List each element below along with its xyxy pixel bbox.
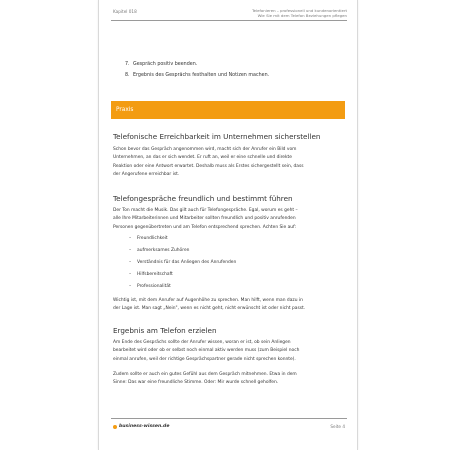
bullet-item: – Freundlichkeit <box>129 236 168 241</box>
text-line: Der Ton macht die Musik. Das gilt auch für Telefongespräche. Egal, worum es geht – <box>113 208 298 213</box>
header-divider <box>111 20 347 21</box>
text-line: Zudem sollte er auch ein gutes Gefühl aus dem Gespräch mitnehmen. Etwa in dem <box>113 372 297 377</box>
text-line: Wichtig ist, mit dem Anrufer auf Augenhöhe zu sprechen. Man hilft, wenn man dazu in <box>113 298 303 303</box>
text-line: Am Ende des Gesprächs sollte der Anrufer wissen, woran er ist, ob sein Anliegen <box>113 340 291 345</box>
logo-text: business-wissen.de <box>119 424 170 429</box>
list-item <box>125 73 269 78</box>
text-line: Unternehmen, an das er sich wendet. Er ruft an, weil er eine schnelle und direkte <box>113 155 292 161</box>
text-line: einmal anrufen, weil der richtige Gesprächspartner gerade nicht sprechen konnte). <box>113 356 296 362</box>
section-heading: Telefonische Erreichbarkeit im Unternehmen sicherstellen <box>113 132 321 141</box>
praxis-label: Praxis <box>116 107 134 113</box>
step-text: Ergebnis des Gesprächs festhalten und Notizen machen. <box>133 73 270 78</box>
bullet-text: Freundlichkeit <box>137 236 168 241</box>
bullet-text: aufmerksames Zuhören <box>137 248 190 253</box>
text-line: Reaktion oder eine Antwort erwartet. Deshalb muss als Erstes sichergestellt sein, dass <box>113 163 304 169</box>
text-line: Sinne: Das war eine freundliche Stimme. Oder: Mir wurde schnell geholfen. <box>113 380 279 386</box>
paragraph <box>113 371 345 388</box>
section-heading: Telefongespräche freundlich und bestimmt führen <box>113 194 293 203</box>
chapter-label: Kapitel 018 <box>113 9 137 14</box>
step-number: 7. <box>125 62 130 67</box>
running-title-line1: Telefonieren – professionell und kundenorientiert <box>251 8 347 13</box>
step-text: Gespräch positiv beenden. <box>133 62 198 67</box>
text-line: der Lage ist. Man sagt „Nein", wenn es nicht geht, nicht erwünscht ist oder nicht passt. <box>113 306 306 312</box>
bullet-text: Professionalität <box>137 284 171 289</box>
paragraph <box>113 339 345 364</box>
bullet-text: Hilfsbereitschaft <box>137 272 173 277</box>
bullet-item: – Hilfsbereitschaft <box>129 272 173 277</box>
text-line: Personen gegenübertreten und am Telefon entsprechend sprechen. Achten Sie auf: <box>113 224 296 230</box>
running-title <box>252 8 347 18</box>
paragraph <box>113 207 345 232</box>
logo-dot-icon <box>113 425 117 429</box>
bullet-item: – Professionalität <box>129 284 171 289</box>
paragraph <box>113 146 345 179</box>
list-item <box>125 62 197 67</box>
bullet-item: – aufmerksames Zuhören <box>129 248 190 253</box>
bullet-text: Verständnis für das Anliegen des Anrufenden <box>137 260 237 265</box>
text-line: alle Ihre Mitarbeiterinnen und Mitarbeiter sollten freundlich und positiv anrufenden <box>113 216 296 222</box>
section-heading: Ergebnis am Telefon erzielen <box>113 326 217 335</box>
page-number: Seite 4 <box>330 424 345 429</box>
document-page <box>98 0 358 450</box>
footer-logo[interactable] <box>113 424 169 429</box>
text-line: der Angerufene erreichbar ist. <box>113 171 180 177</box>
step-number: 8. <box>125 73 130 78</box>
praxis-banner <box>111 101 345 119</box>
bullet-item: – Verständnis für das Anliegen des Anrufenden <box>129 260 237 265</box>
text-line: Schon bevor das Gespräch angenommen wird, macht sich der Anrufer ein Bild vom <box>113 147 297 152</box>
paragraph <box>113 297 345 314</box>
running-title-line2: Wie Sie mit dem Telefon Beziehungen pflegen <box>257 13 347 19</box>
text-line: bearbeitet wird oder ob er selbst noch einmal aktiv werden muss (zum Beispiel noch <box>113 348 300 354</box>
footer-divider <box>111 418 347 419</box>
